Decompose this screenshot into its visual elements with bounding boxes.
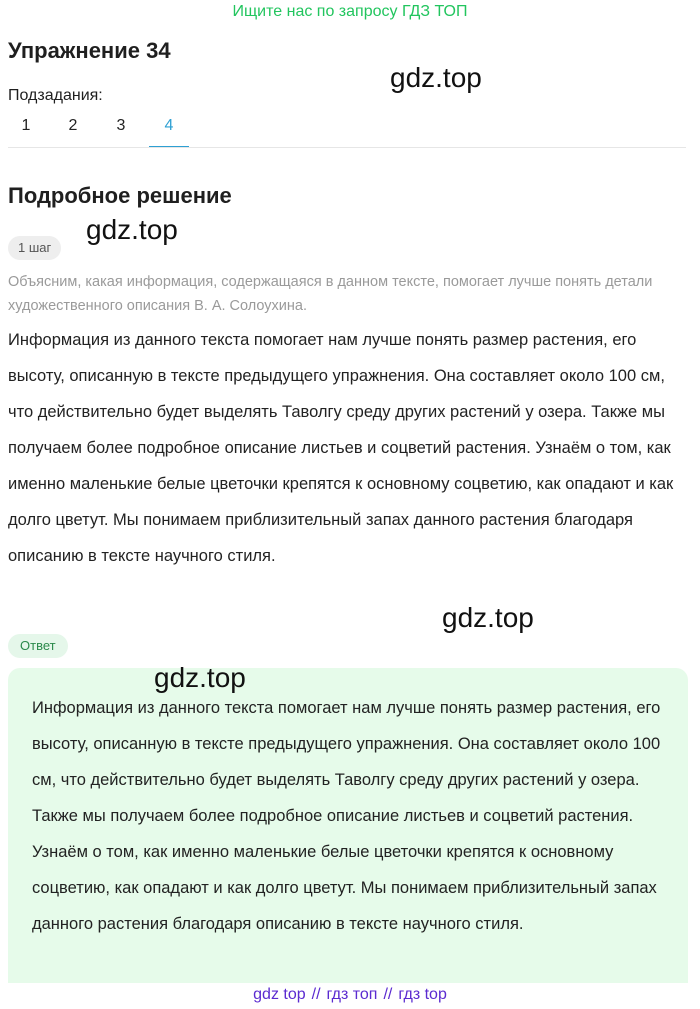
footer-separator: //: [311, 986, 321, 1003]
answer-badge: Ответ: [8, 634, 68, 658]
answer-text: Информация из данного текста помогает нам лучше понять размер растения, его высоту, описанную в тексте предыдущего упражнения. Она составляет около 100 см, что действительно будет выделять Таволгу среду других растений у озера. Также мы получаем более подробное описание листьев и соцветий растения. Узнаём о том, как именно маленькие белые цветочки крепятся к основному соцветию, как опадают и как долго цветут. Мы понимаем приблизительный запах данного растения благодаря описанию в тексте научного стиля.: [32, 699, 661, 933]
step-badge: 1 шаг: [8, 236, 61, 260]
footer: [0, 984, 700, 1006]
tabs-divider: [8, 147, 686, 148]
solution-title: Подробное решение: [8, 183, 232, 208]
solution-text: Информация из данного текста помогает нам лучше понять размер растения, его высоту, описанную в тексте предыдущего упражнения. Она составляет около 100 см, что действительно будет выделять Таволгу среду других растений у озера. Также мы получаем более подробное описание листьев и соцветий растения. Узнаём о том, как именно маленькие белые цветочки крепятся к основному соцветию, как опадают и как долго цветут. Мы понимаем приблизительный запах данного растения благодаря описанию в тексте научного стиля.: [8, 331, 674, 565]
tab-1[interactable]: 1: [21, 117, 31, 134]
page-title: Упражнение 34: [8, 38, 171, 63]
subtasks-label: Подзадания:: [8, 87, 103, 104]
footer-separator: //: [383, 986, 393, 1003]
tab-3[interactable]: 3: [116, 117, 126, 134]
footer-link-3[interactable]: гдз top: [398, 986, 447, 1003]
subtask-tabs: [0, 114, 686, 148]
watermark: gdz.top: [442, 602, 534, 633]
tab-2[interactable]: 2: [68, 117, 78, 134]
footer-link-1[interactable]: gdz top: [253, 986, 306, 1003]
step-hint: Объясним, какая информация, содержащаяся в данном тексте, помогает лучше понять детали художественного описания В. А. Солоухина.: [8, 274, 653, 314]
watermark: gdz.top: [86, 214, 178, 245]
tab-4[interactable]: 4: [149, 114, 189, 148]
watermark: gdz.top: [390, 62, 482, 93]
footer-link-2[interactable]: гдз топ: [326, 986, 378, 1003]
watermark: gdz.top: [154, 662, 246, 693]
search-hint-banner: Ищите нас по запросу ГДЗ ТОП: [232, 3, 468, 20]
